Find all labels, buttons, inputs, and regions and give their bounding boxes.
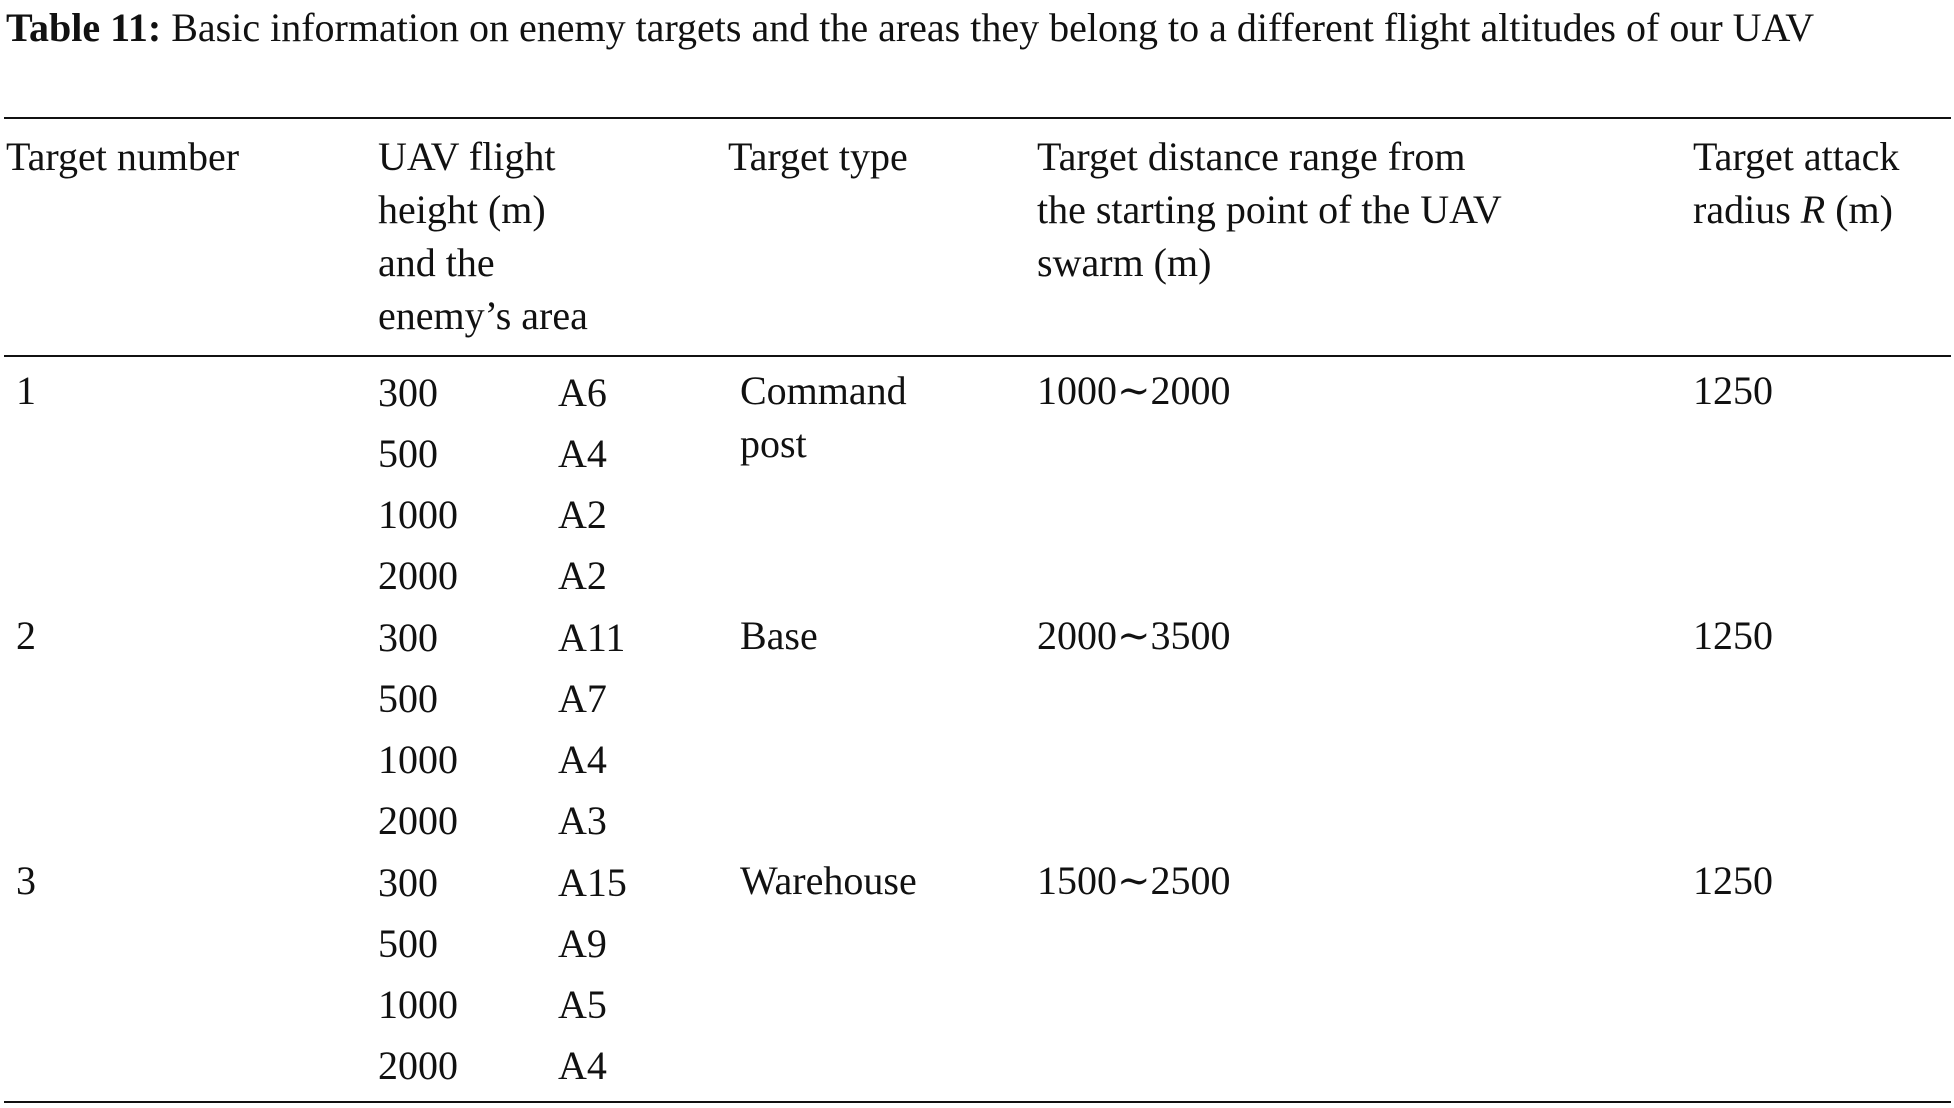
header-distance-line: the starting point of the UAV bbox=[1037, 187, 1502, 232]
cell-enemy-areas bbox=[558, 852, 627, 1096]
cell-flight-height: 1000 bbox=[378, 737, 458, 782]
cell-target-type-line: Command bbox=[740, 368, 907, 413]
cell-enemy-area: A2 bbox=[558, 553, 607, 598]
cell-flight-height: 500 bbox=[378, 431, 438, 476]
cell-distance-range: 1500∼2500 bbox=[1037, 858, 1231, 903]
cell-enemy-areas bbox=[558, 607, 625, 851]
cell-distance-range: 2000∼3500 bbox=[1037, 613, 1231, 658]
header-flight-height-line: enemy’s area bbox=[378, 293, 588, 338]
header-flight-height bbox=[378, 130, 588, 342]
cell-target-type bbox=[740, 854, 917, 907]
cell-flight-heights bbox=[378, 362, 458, 606]
cell-enemy-area: A11 bbox=[558, 615, 626, 660]
cell-distance-range: 1000∼2000 bbox=[1037, 368, 1231, 413]
cell-enemy-area: A4 bbox=[558, 431, 607, 476]
cell-enemy-area: A7 bbox=[558, 676, 607, 721]
cell-target-type-line: Warehouse bbox=[740, 858, 917, 903]
cell-flight-height: 2000 bbox=[378, 553, 458, 598]
header-flight-height-line: and the bbox=[378, 240, 495, 285]
cell-flight-height: 2000 bbox=[378, 1043, 458, 1088]
table-row bbox=[0, 854, 1954, 1098]
header-distance-line: Target distance range from bbox=[1037, 134, 1466, 179]
table-header-rule bbox=[4, 355, 1951, 357]
cell-enemy-area: A2 bbox=[558, 492, 607, 537]
cell-flight-height: 1000 bbox=[378, 492, 458, 537]
cell-flight-heights bbox=[378, 852, 458, 1096]
cell-flight-height: 300 bbox=[378, 615, 438, 660]
cell-enemy-area: A4 bbox=[558, 737, 607, 782]
cell-target-type-line: Base bbox=[740, 613, 818, 658]
cell-enemy-area: A5 bbox=[558, 982, 607, 1027]
cell-enemy-area: A15 bbox=[558, 860, 627, 905]
table-top-rule bbox=[4, 117, 1951, 119]
header-radius-text: radius bbox=[1693, 187, 1801, 232]
cell-attack-radius: 1250 bbox=[1693, 858, 1773, 903]
header-flight-height-line: UAV flight bbox=[378, 134, 556, 179]
cell-enemy-area: A6 bbox=[558, 370, 607, 415]
header-target-number: Target number bbox=[6, 134, 240, 179]
cell-attack-radius: 1250 bbox=[1693, 613, 1773, 658]
cell-target-type bbox=[740, 609, 818, 662]
table-bottom-rule bbox=[4, 1101, 1951, 1103]
cell-flight-height: 1000 bbox=[378, 982, 458, 1027]
header-radius-line: Target attack bbox=[1693, 134, 1900, 179]
header-distance-line: swarm (m) bbox=[1037, 240, 1212, 285]
cell-flight-height: 500 bbox=[378, 921, 438, 966]
table-caption bbox=[6, 2, 1951, 54]
header-distance-range bbox=[1037, 130, 1502, 289]
cell-flight-height: 300 bbox=[378, 370, 438, 415]
cell-attack-radius: 1250 bbox=[1693, 368, 1773, 413]
header-radius-line bbox=[1693, 183, 1899, 236]
table-row bbox=[0, 609, 1954, 853]
cell-target-number: 1 bbox=[16, 368, 36, 413]
table-caption-text: Basic information on enemy targets and the areas they belong to a different flight altitudes of our UAV bbox=[161, 5, 1815, 50]
header-flight-height-line: height (m) bbox=[378, 187, 546, 232]
cell-flight-height: 500 bbox=[378, 676, 438, 721]
cell-flight-height: 2000 bbox=[378, 798, 458, 843]
cell-target-number: 2 bbox=[16, 613, 36, 658]
table-row bbox=[0, 364, 1954, 608]
header-attack-radius bbox=[1693, 130, 1899, 236]
cell-flight-height: 300 bbox=[378, 860, 438, 905]
cell-enemy-area: A4 bbox=[558, 1043, 607, 1088]
cell-target-type bbox=[740, 364, 907, 470]
cell-target-number: 3 bbox=[16, 858, 36, 903]
cell-enemy-area: A9 bbox=[558, 921, 607, 966]
header-radius-unit: (m) bbox=[1825, 187, 1893, 232]
table-label: Table 11: bbox=[6, 5, 162, 50]
cell-enemy-area: A3 bbox=[558, 798, 607, 843]
cell-flight-heights bbox=[378, 607, 458, 851]
cell-target-type-line: post bbox=[740, 421, 807, 466]
cell-enemy-areas bbox=[558, 362, 607, 606]
header-radius-variable: R bbox=[1800, 187, 1826, 232]
header-target-type: Target type bbox=[728, 134, 908, 179]
